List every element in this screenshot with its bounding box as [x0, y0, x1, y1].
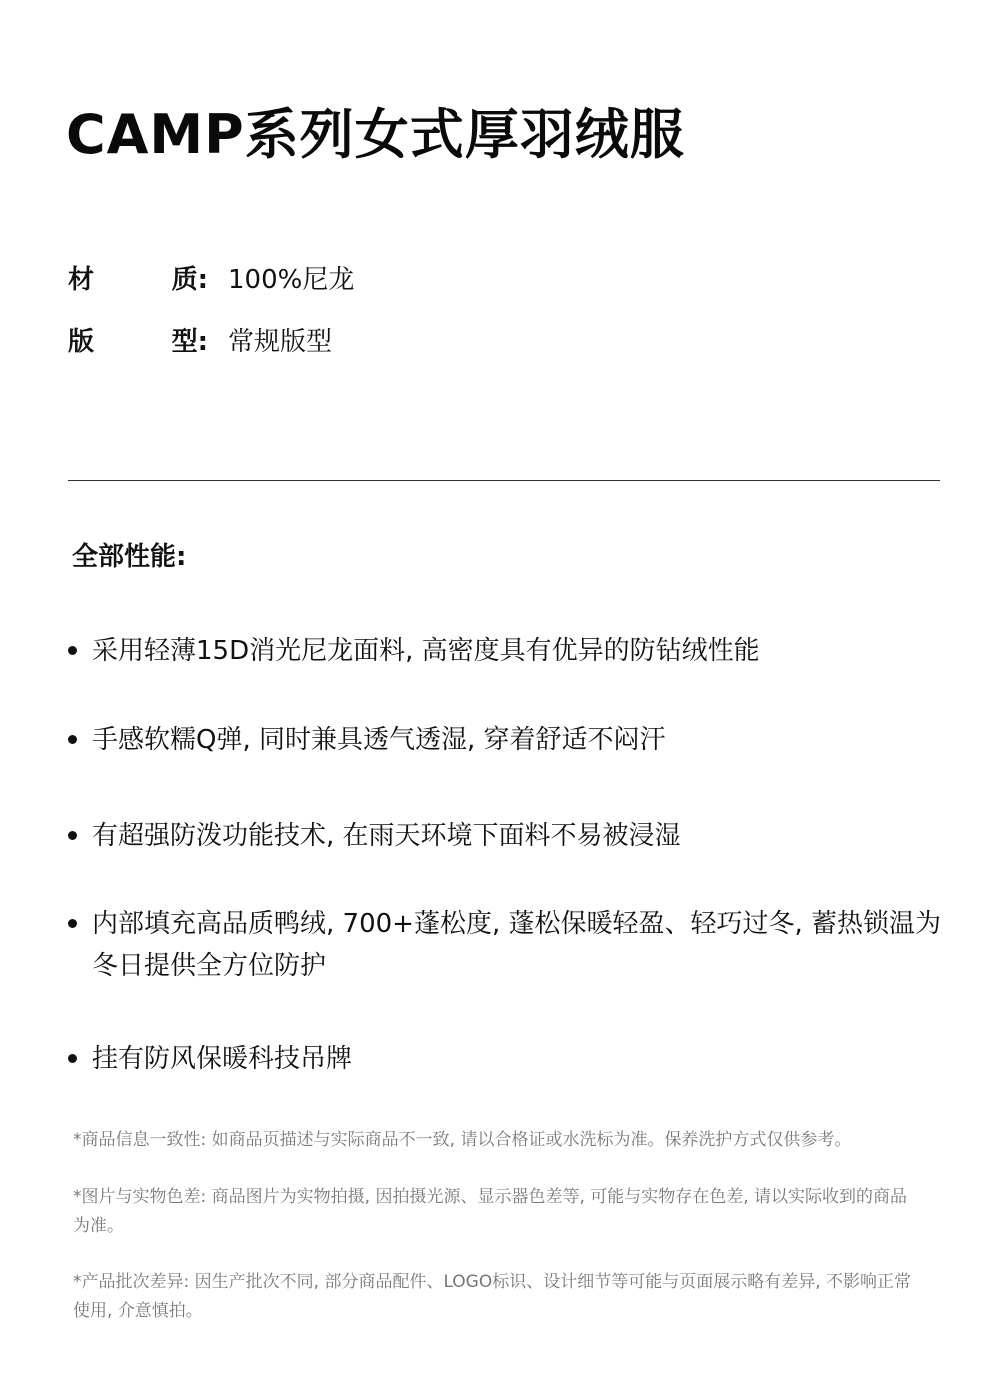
- spec-label-material-last: 质:: [171, 265, 208, 295]
- spec-label-fit-last: 型:: [171, 327, 208, 357]
- feature-text: 采用轻薄15D消光尼龙面料, 高密度具有优异的防钻绒性能: [92, 636, 760, 666]
- feature-text: 有超强防泼功能技术, 在雨天环境下面料不易被浸湿: [92, 821, 681, 851]
- section-divider: [68, 480, 940, 481]
- bullet-icon: [68, 646, 77, 655]
- bullet-icon: [68, 831, 77, 840]
- spec-value-material: 100%尼龙: [228, 265, 355, 295]
- note-consistency: *商品信息一致性: 如商品页描述与实际商品不一致, 请以合格证或水洗标为准。保养洗护方式仅供参考。: [73, 1130, 852, 1150]
- note-color-difference: *图片与实物色差: 商品图片为实物拍摄, 因拍摄光源、显示器色差等, 可能与实物存在色差, 请以实际收到的商品为准。: [73, 1187, 908, 1236]
- bullet-icon: [68, 1054, 77, 1063]
- feature-text: 手感软糯Q弹, 同时兼具透气透湿, 穿着舒适不闷汗: [92, 725, 666, 755]
- feature-text: 挂有防风保暖科技吊牌: [92, 1044, 353, 1074]
- bullet-icon: [68, 735, 77, 744]
- spec-value-fit: 常规版型: [228, 327, 333, 357]
- spec-label-material: [68, 260, 208, 300]
- spec-label-fit-first: 版: [68, 327, 95, 357]
- spec-label-material-first: 材: [68, 265, 95, 295]
- bullet-icon: [68, 919, 77, 928]
- feature-text: 内部填充高品质鸭绒, 700+蓬松度, 蓬松保暖轻盈、轻巧过冬, 蓄热锁温为冬日提供全方位防护: [92, 909, 941, 981]
- product-title: CAMP系列女式厚羽绒服: [66, 103, 685, 166]
- spec-label-fit: [68, 322, 208, 362]
- features-heading: 全部性能:: [72, 542, 187, 572]
- note-batch-difference: *产品批次差异: 因生产批次不同, 部分商品配件、LOGO标识、设计细节等可能与页面展示略有差异, 不影响正常使用, 介意慎拍。: [73, 1272, 912, 1321]
